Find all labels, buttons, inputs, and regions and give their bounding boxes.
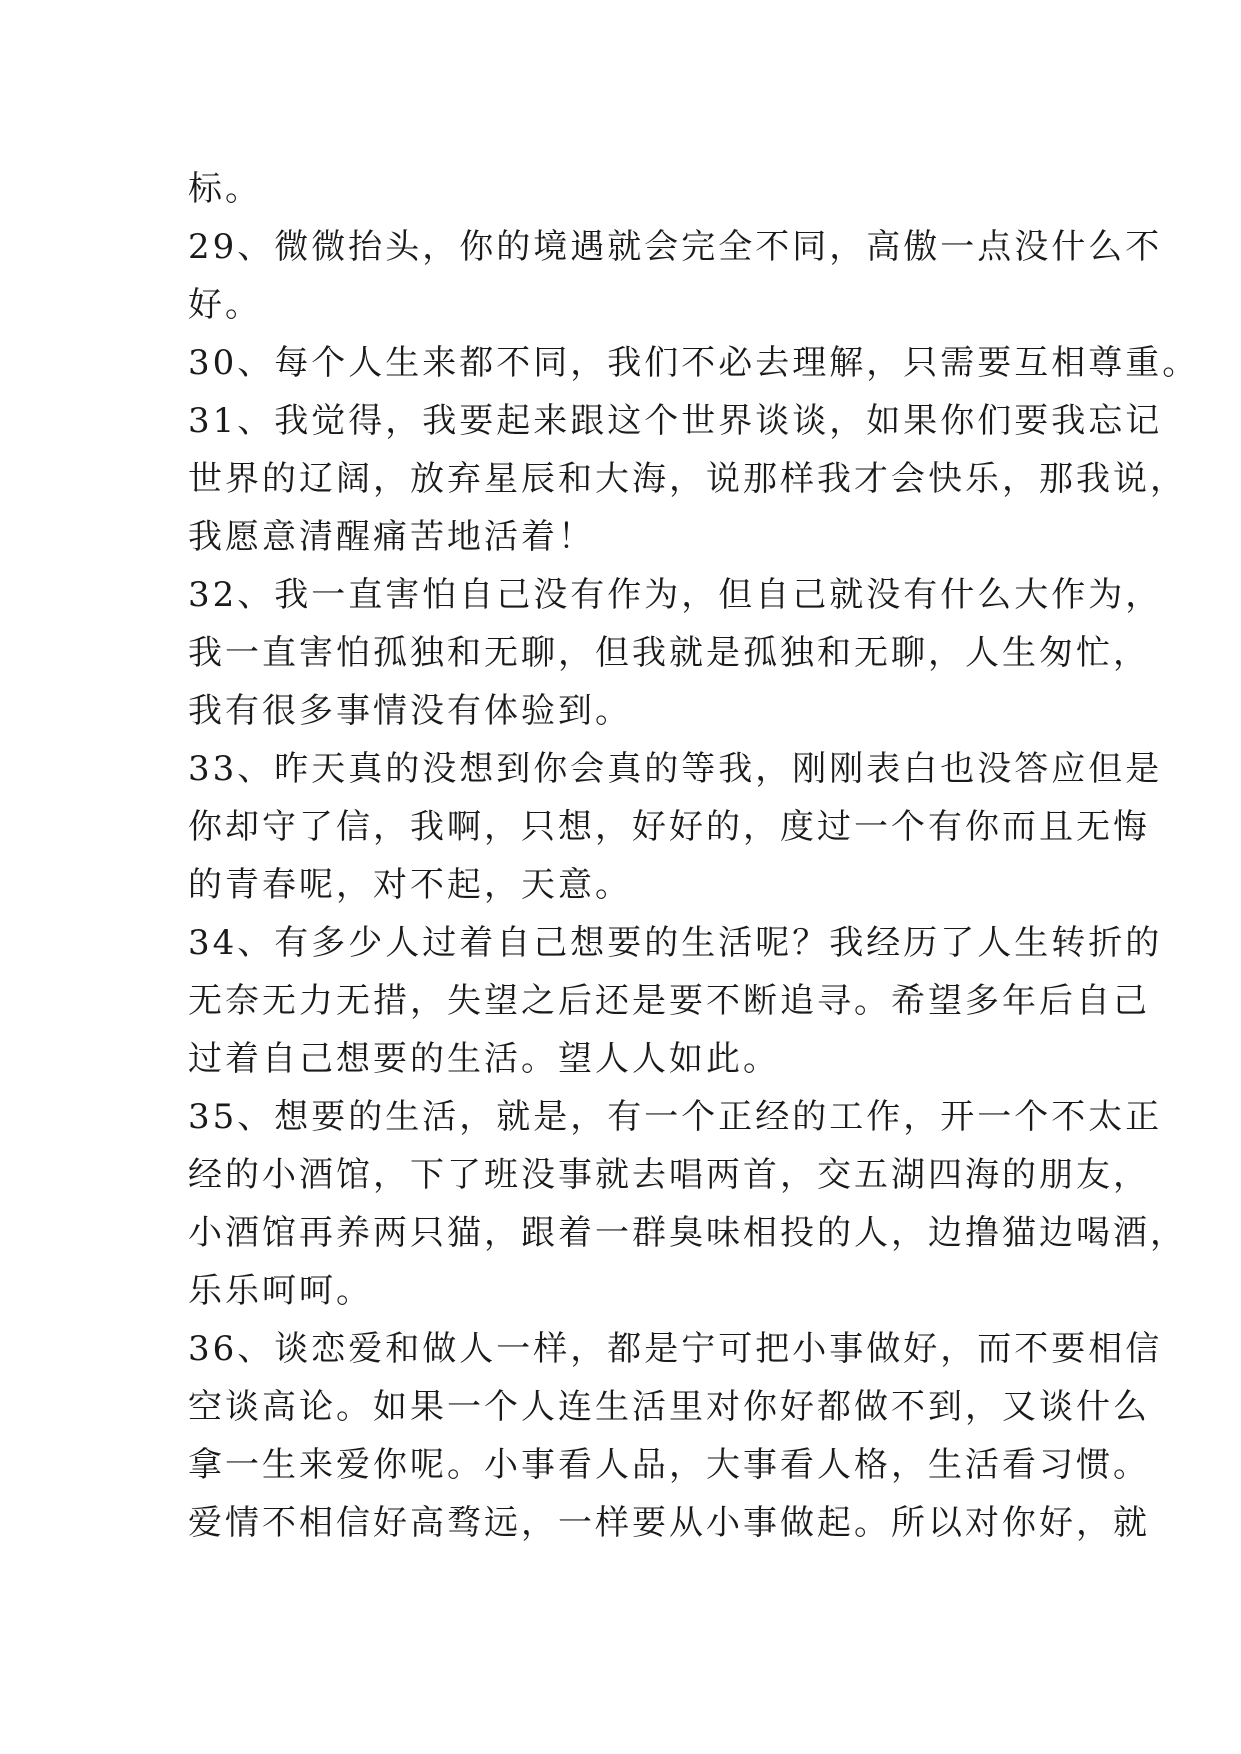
- text-line: 29、微微抬头，你的境遇就会完全不同，高傲一点没什么不: [188, 227, 1163, 267]
- text-line: 空谈高论。如果一个人连生活里对你好都做不到，又谈什么: [188, 1387, 1150, 1427]
- text-line: 36、谈恋爱和做人一样，都是宁可把小事做好，而不要相信: [188, 1329, 1163, 1369]
- text-line: 我有很多事情没有体验到。: [188, 691, 632, 731]
- text-line: 32、我一直害怕自己没有作为，但自己就没有什么大作为，: [188, 575, 1163, 615]
- text-line: 世界的辽阔，放弃星辰和大海，说那样我才会快乐，那我说，: [188, 459, 1187, 499]
- text-line: 无奈无力无措，失望之后还是要不断追寻。希望多年后自己: [188, 981, 1150, 1021]
- text-line: 过着自己想要的生活。望人人如此。: [188, 1039, 780, 1079]
- text-line: 好。: [188, 285, 262, 325]
- text-line: 的青春呢，对不起，天意。: [188, 865, 632, 905]
- text-line: 35、想要的生活，就是，有一个正经的工作，开一个不太正: [188, 1097, 1163, 1137]
- text-line: 33、昨天真的没想到你会真的等我，刚刚表白也没答应但是: [188, 749, 1163, 789]
- text-line: 我愿意清醒痛苦地活着！: [188, 517, 595, 557]
- text-line: 31、我觉得，我要起来跟这个世界谈谈，如果你们要我忘记: [188, 401, 1163, 441]
- text-line: 30、每个人生来都不同，我们不必去理解，只需要互相尊重。: [188, 343, 1200, 383]
- text-line: 经的小酒馆，下了班没事就去唱两首，交五湖四海的朋友，: [188, 1155, 1150, 1195]
- text-line: 你却守了信，我啊，只想，好好的，度过一个有你而且无悔: [188, 807, 1150, 847]
- text-line: 拿一生来爱你呢。小事看人品，大事看人格，生活看习惯。: [188, 1445, 1150, 1485]
- text-line: 乐乐呵呵。: [188, 1271, 373, 1311]
- document-body: [188, 160, 1200, 1552]
- text-line: 我一直害怕孤独和无聊，但我就是孤独和无聊，人生匆忙，: [188, 633, 1150, 673]
- text-line: 标。: [188, 169, 262, 209]
- text-line: 爱情不相信好高骛远，一样要从小事做起。所以对你好，就: [188, 1503, 1150, 1543]
- text-line: 小酒馆再养两只猫，跟着一群臭味相投的人，边撸猫边喝酒，: [188, 1213, 1187, 1253]
- text-line: 34、有多少人过着自己想要的生活呢？我经历了人生转折的: [188, 923, 1163, 963]
